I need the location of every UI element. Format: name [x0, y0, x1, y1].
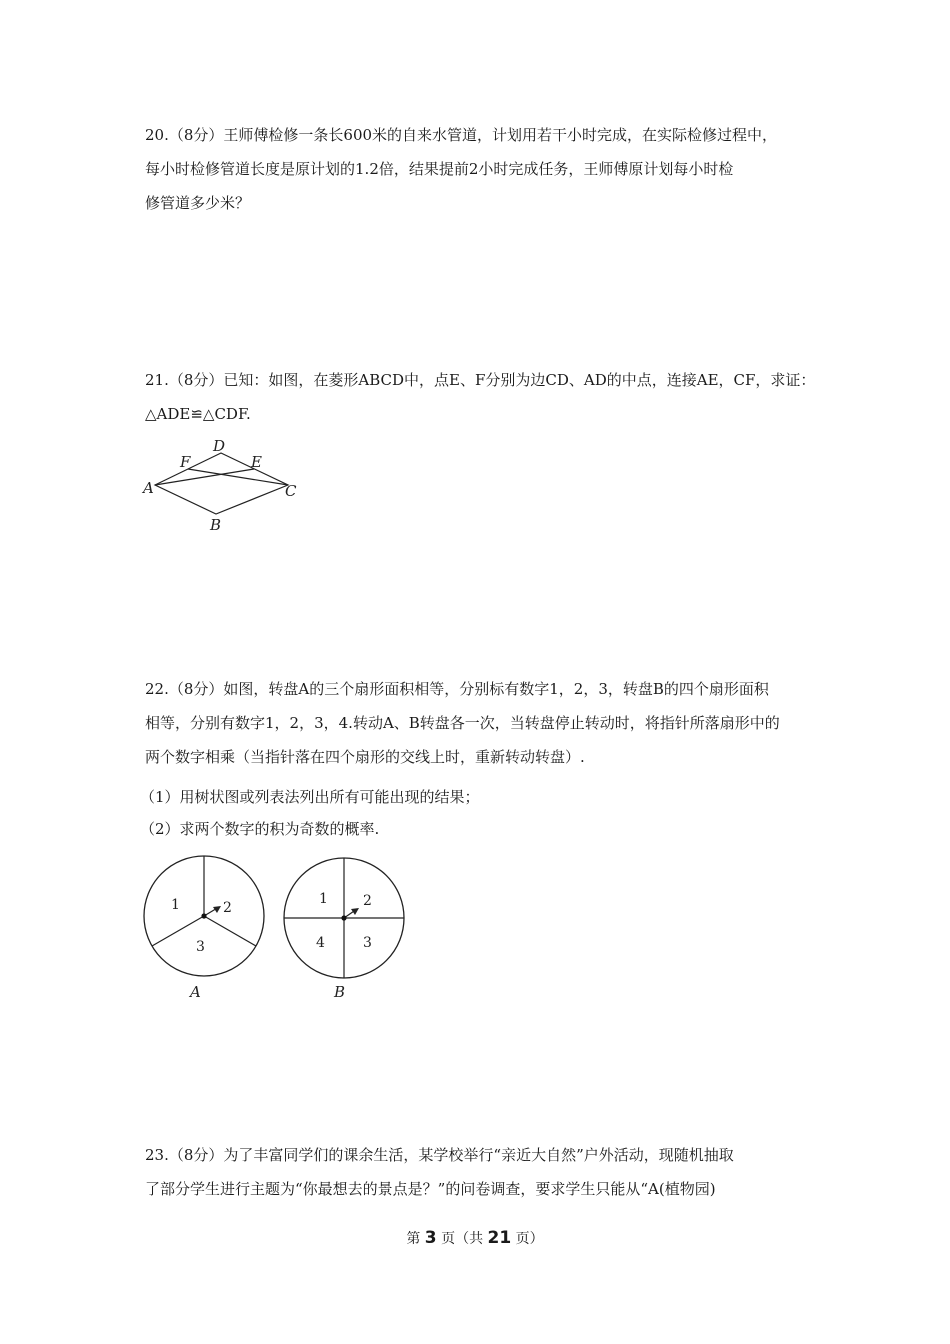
question-22-line-1: 22.（8分）如图，转盘A的三个扇形面积相等，分别标有数字1，2，3，转盘B的四个扇形面积 — [145, 680, 769, 698]
spinner-a-center — [201, 913, 206, 918]
question-22-part-1: （1）用树状图或列表法列出所有可能出现的结果； — [140, 788, 480, 806]
rhombus-figure — [130, 430, 330, 540]
question-21-line-1: 21.（8分）已知：如图，在菱形ABCD中，点E、F分别为边CD、AD的中点，连接AE，CF，求证： — [145, 371, 816, 389]
spinner-b-sector-2: 2 — [363, 893, 372, 909]
spinner-a-divider-3 — [204, 916, 256, 946]
rhombus-abcd — [155, 453, 288, 514]
question-23-line-1: 23.（8分）为了丰富同学们的课余生活，某学校举行“亲近大自然”户外活动，现随机抽取 — [145, 1146, 734, 1164]
question-22 — [145, 672, 815, 774]
label-b: B — [210, 516, 222, 534]
question-22-line-2: 相等，分别有数字1，2，3，4.转动A、B转盘各一次，当转盘停止转动时，将指针所落扇形中的 — [145, 714, 780, 732]
page-footer — [0, 1228, 950, 1248]
footer-suffix: 页） — [515, 1231, 544, 1247]
question-20-line-1: 20.（8分）王师傅检修一条长600米的自来水管道，计划用若干小时完成，在实际检修过程中， — [145, 126, 778, 144]
label-c: C — [285, 482, 297, 500]
question-21-line-2: △ADE≌△CDF. — [145, 405, 251, 423]
spinner-a-sector-2: 2 — [223, 900, 232, 916]
spinner-a-label: A — [190, 983, 201, 1001]
question-20-line-2: 每小时检修管道长度是原计划的1.2倍，结果提前2小时完成任务，王师傅原计划每小时检 — [145, 160, 734, 178]
question-20 — [145, 118, 815, 220]
question-23 — [145, 1138, 815, 1206]
spinner-a-sector-3: 3 — [196, 939, 205, 955]
question-23-line-2: 了部分学生进行主题为“你最想去的景点是？”的问卷调查，要求学生只能从“A(植物园) — [145, 1180, 716, 1198]
footer-middle: 页（共 — [441, 1231, 484, 1247]
spinner-b-center — [341, 915, 346, 920]
question-22-part-2: （2）求两个数字的积为奇数的概率. — [140, 820, 380, 838]
spinner-b-label: B — [334, 983, 346, 1001]
question-21 — [145, 363, 815, 431]
label-d: D — [213, 437, 226, 455]
footer-total-pages: 21 — [487, 1228, 512, 1248]
label-f: F — [180, 453, 191, 471]
spinner-a-figure — [135, 850, 275, 1005]
question-20-line-3: 修管道多少米？ — [145, 194, 251, 212]
spinner-a-sector-1: 1 — [171, 897, 180, 913]
label-a: A — [143, 479, 154, 497]
spinner-b-arrowhead-icon — [351, 908, 359, 915]
footer-prefix: 第 — [406, 1231, 421, 1247]
question-22-line-3: 两个数字相乘（当指针落在四个扇形的交线上时，重新转动转盘）. — [145, 748, 585, 766]
spinner-b-sector-1: 1 — [319, 891, 328, 907]
label-e: E — [251, 453, 262, 471]
spinner-b-figure — [278, 850, 418, 1005]
footer-page-number: 3 — [424, 1228, 437, 1248]
spinner-b-sector-3: 3 — [363, 935, 372, 951]
spinner-b-sector-4: 4 — [316, 935, 325, 951]
